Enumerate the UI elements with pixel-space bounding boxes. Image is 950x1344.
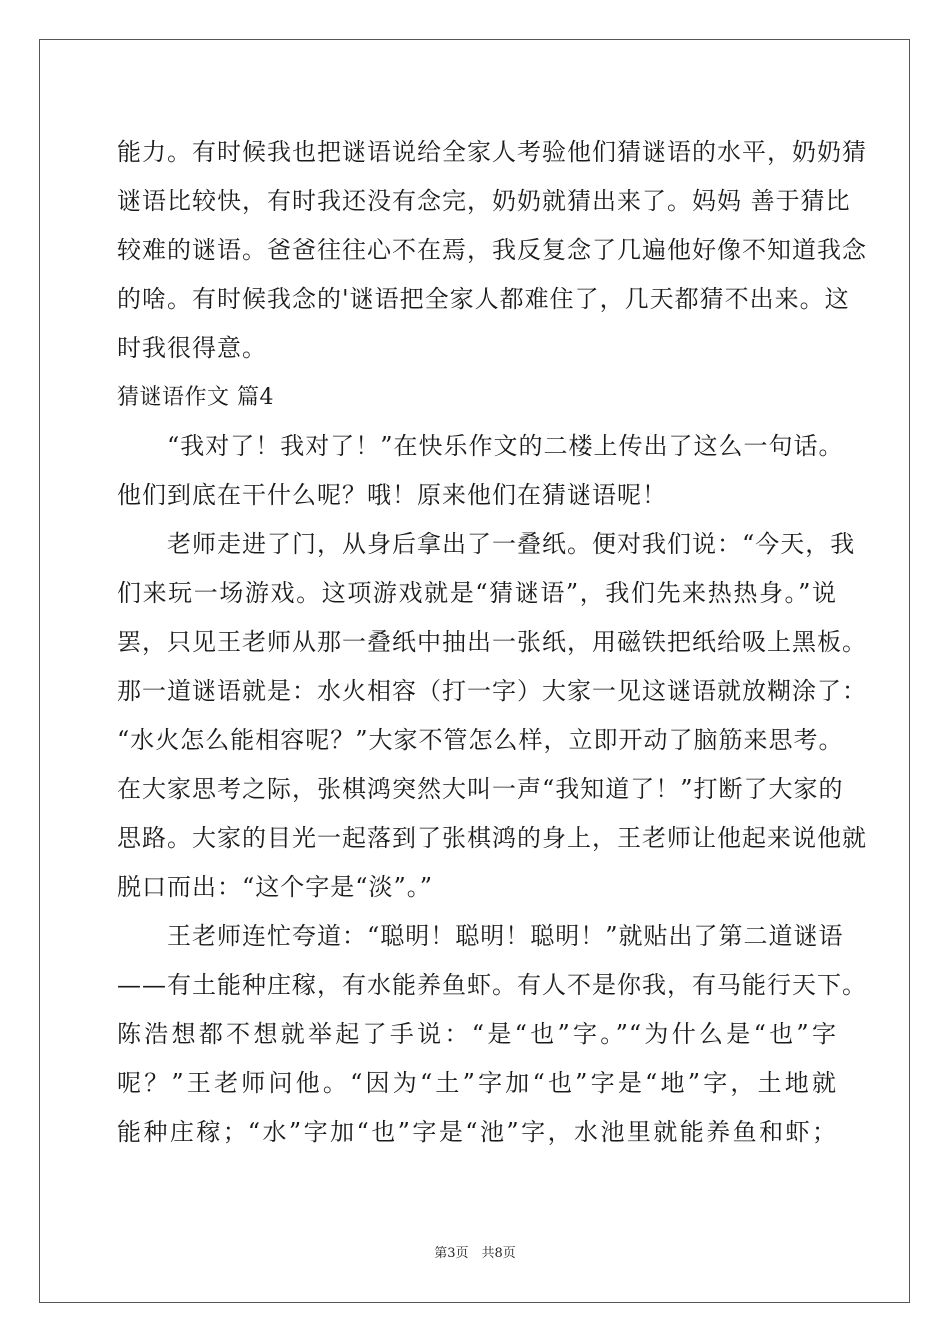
text-line: “水火怎么能相容呢？”大家不管怎么样，立即开动了脑筋来思考。	[117, 726, 844, 754]
text-line: 陈浩想都不想就举起了手说：“是“也”字。”“为什么是“也”字	[117, 1020, 837, 1048]
text-line: 那一道谜语就是：水火相容（打一字）大家一见这谜语就放糊涂了：	[117, 677, 867, 705]
text-line: 较难的谜语。爸爸往往心不在焉，我反复念了几遍他好像不知道我念	[117, 236, 867, 264]
section-heading: 猜谜语作文 篇4	[117, 385, 274, 410]
text-line: ——有土能种庄稼，有水能养鱼虾。有人不是你我，有马能行天下。	[117, 971, 867, 999]
text-line: 脱口而出：“这个字是“淡”。”	[117, 873, 434, 901]
text-line: 罢，只见王老师从那一叠纸中抽出一张纸，用磁铁把纸给吸上黑板。	[117, 628, 867, 656]
text-line: 老师走进了门，从身后拿出了一叠纸。便对我们说：“今天，我	[117, 530, 856, 558]
text-line: 王老师连忙夸道：“聪明！聪明！聪明！”就贴出了第二道谜语	[117, 922, 844, 950]
text-line: 们来玩一场游戏。这项游戏就是“猜谜语”，我们先来热热身。”说	[117, 579, 837, 607]
text-line: 的啥。有时候我念的'谜语把全家人都难住了，几天都猜不出来。这	[117, 285, 850, 313]
text-line: 谜语比较快，有时我还没有念完，奶奶就猜出来了。妈妈 善于猜比	[117, 187, 851, 215]
text-line: 呢？”王老师问他。“因为“土”字加“也”字是“地”字，土地就	[117, 1069, 837, 1097]
text-line: 他们到底在干什么呢？哦！原来他们在猜谜语呢！	[117, 481, 667, 509]
text-line: 时我很得意。	[117, 334, 267, 362]
text-line: 能力。有时候我也把谜语说给全家人考验他们猜谜语的水平，奶奶猜	[117, 138, 867, 166]
text-line: 能种庄稼；“水”字加“也”字是“池”字，水池里就能养鱼和虾；	[117, 1118, 837, 1146]
text-line: 思路。大家的目光一起落到了张棋鸿的身上，王老师让他起来说他就	[117, 824, 867, 852]
text-line: 在大家思考之际，张棋鸿突然大叫一声“我知道了！”打断了大家的	[117, 775, 844, 803]
document-body	[117, 128, 867, 1157]
page-number-footer: 第3页 共8页	[434, 1246, 516, 1261]
text-line: “我对了！我对了！”在快乐作文的二楼上传出了这么一句话。	[117, 432, 844, 460]
